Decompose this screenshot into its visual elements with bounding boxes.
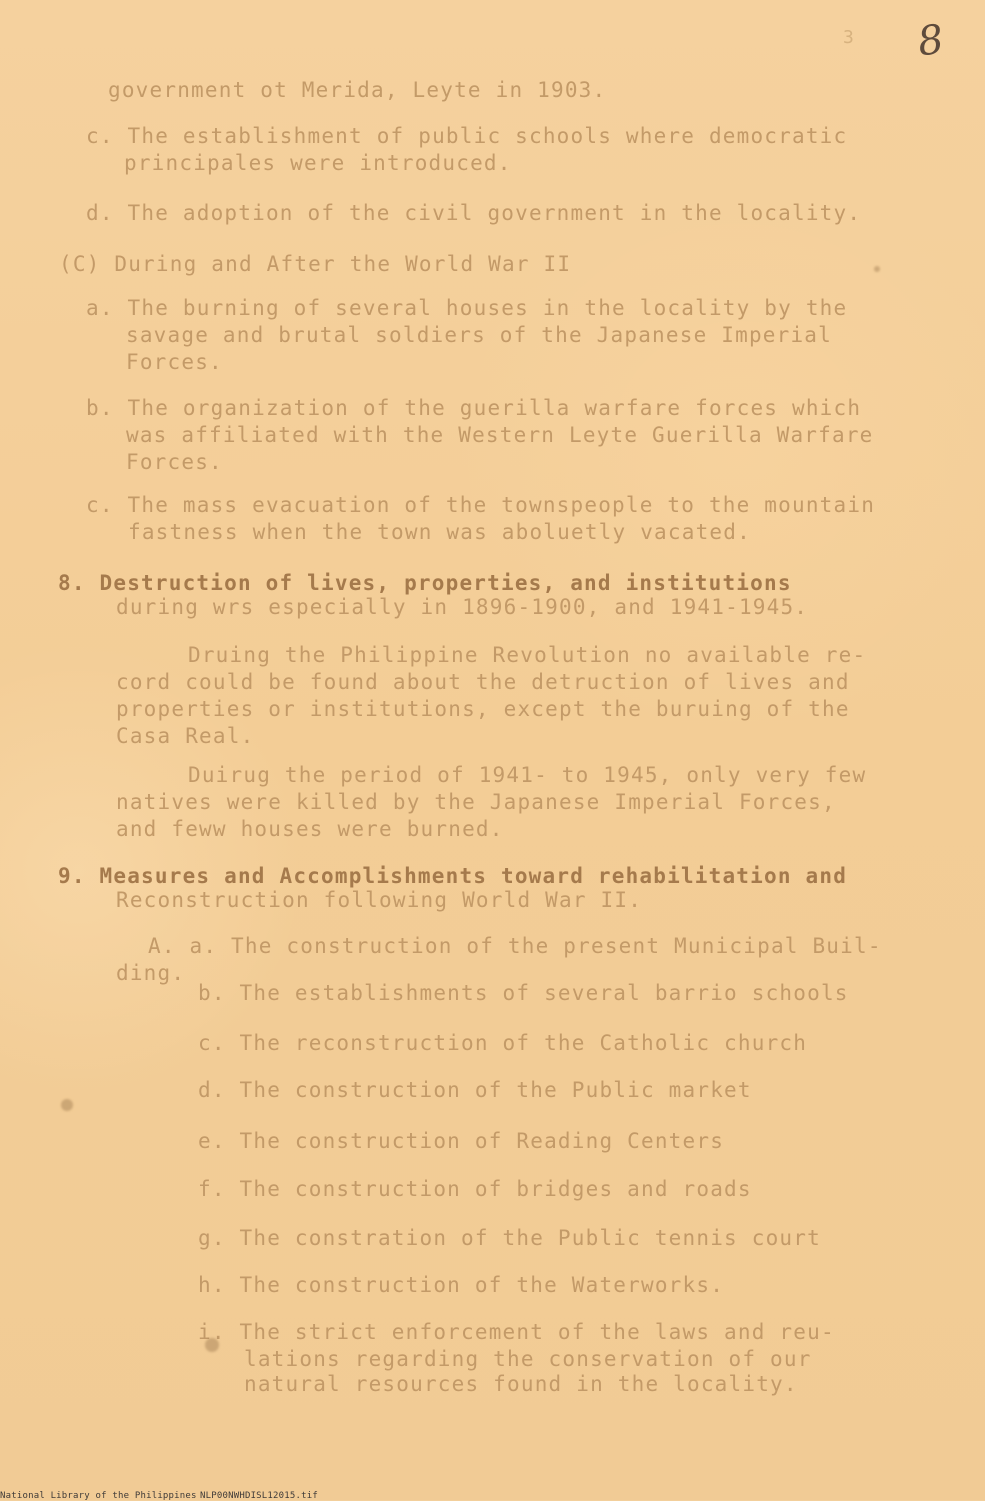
- body-line-07: savage and brutal soldiers of the Japanese Imperial: [126, 323, 832, 347]
- body-line-29: d. The construction of the Public market: [198, 1078, 752, 1102]
- body-line-01: government ot Merida, Leyte in 1903.: [108, 78, 607, 102]
- body-line-10: was affiliated with the Western Leyte Guerilla Warfare: [126, 423, 874, 447]
- body-line-18: properties or institutions, except the buruing of the: [116, 697, 850, 721]
- body-line-34: i. The strict enforcement of the laws and reu-: [198, 1320, 835, 1344]
- body-line-21: natives were killed by the Japanese Imperial Forces,: [116, 790, 836, 814]
- body-line-19: Casa Real.: [116, 724, 255, 748]
- section-heading-c: (C) During and After the World War II: [59, 252, 572, 276]
- body-line-32: g. The constration of the Public tennis court: [198, 1226, 821, 1250]
- body-line-24: Reconstruction following World War II.: [116, 888, 643, 912]
- body-line-36: natural resources found in the locality.: [244, 1372, 798, 1396]
- body-line-30: e. The construction of Reading Centers: [198, 1129, 725, 1153]
- body-line-13: fastness when the town was aboluetly vacated.: [128, 520, 751, 544]
- body-line-02: c. The establishment of public schools where democratic: [86, 124, 848, 148]
- body-line-04: d. The adoption of the civil government in the locality.: [86, 201, 862, 225]
- body-line-26: ding.: [116, 961, 186, 985]
- typed-page-number: 3: [843, 27, 854, 48]
- body-line-33: h. The construction of the Waterworks.: [198, 1273, 725, 1297]
- body-line-08: Forces.: [126, 350, 223, 374]
- footer-filename: NLP00NWHDISL12015.tif: [200, 1491, 318, 1501]
- body-line-20: Duirug the period of 1941- to 1945, only very few: [188, 763, 867, 787]
- body-line-17: cord could be found about the detruction of lives and: [116, 670, 850, 694]
- paper-stain: [205, 1338, 219, 1352]
- body-line-27: b. The establishments of several barrio schools: [198, 981, 849, 1005]
- body-line-31: f. The construction of bridges and roads: [198, 1177, 752, 1201]
- item-9-heading: 9. Measures and Accomplishments toward rehabilitation and: [58, 864, 848, 888]
- paper-stain: [61, 1099, 73, 1111]
- body-line-25: A. a. The construction of the present Municipal Buil-: [148, 934, 882, 958]
- body-line-35: lations regarding the conservation of our: [244, 1347, 812, 1371]
- body-line-06: a. The burning of several houses in the locality by the: [86, 296, 848, 320]
- body-line-28: c. The reconstruction of the Catholic church: [198, 1031, 808, 1055]
- item-8-heading: 8. Destruction of lives, properties, and institutions: [58, 571, 792, 595]
- body-line-12: c. The mass evacuation of the townspeople to the mountain: [86, 493, 876, 517]
- body-line-22: and feww houses were burned.: [116, 817, 504, 841]
- handwritten-page-number: 8: [914, 16, 947, 66]
- body-line-15: during wrs especially in 1896-1900, and 1941-1945.: [116, 595, 809, 619]
- body-line-16: Druing the Philippine Revolution no available re-: [188, 643, 867, 667]
- footer-library-label: National Library of the Philippines: [0, 1491, 197, 1501]
- paper-stain: [874, 266, 880, 272]
- body-line-09: b. The organization of the guerilla warfare forces which: [86, 396, 862, 420]
- body-line-03: principales were introduced.: [124, 151, 512, 175]
- body-line-11: Forces.: [126, 450, 223, 474]
